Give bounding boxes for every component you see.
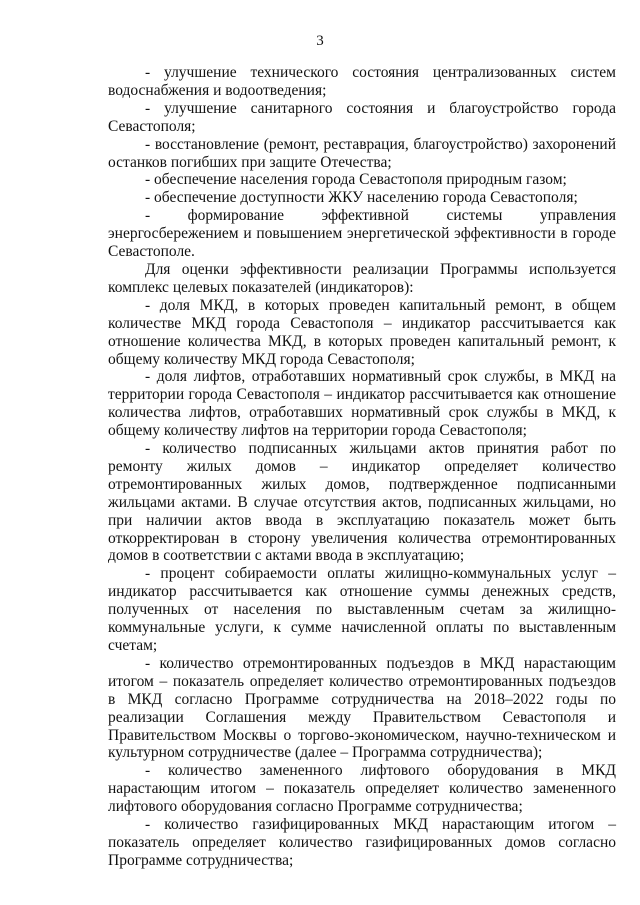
paragraph-indicator-gasified-buildings: - количество газифицированных МКД нарастающим итогом – показатель определяет количество газифицированных домов согласно Программе сотрудничества; [108,816,616,869]
paragraph-energy-efficiency: - формирование эффективной системы управления энергосбережением и повышением энергетической эффективности в городе Севастополе. [108,207,616,261]
paragraph-gas-supply: - обеспечение населения города Севастополя природным газом; [145,171,567,189]
paragraph-indicator-payment-collection: - процент собираемости оплаты жилищно-коммунальных услуг – индикатор рассчитывается как отношение суммы денежных средств, полученных от населения по выставленным счетам за жилищно-коммунальные услуги, к сумме начисленной оплаты по выставленным счетам; [108,565,616,654]
paragraph-indicator-elevator-equipment: - количество замененного лифтового оборудования в МКД нарастающим итогом – показатель определяет количество замененного лифтового оборудования согласно Программе сотрудничества; [108,762,616,816]
paragraph-sanitary: - улучшение санитарного состояния и благоустройство города Севастополя; [108,99,616,135]
paragraph-indicator-signed-acts: - количество подписанных жильцами актов принятия работ по ремонту жилых домов – индикатор определяет количество отремонтированных жилых домов, подтвержденное подписанными жильцами актами. В случае отсутствия актов, подписанных жильцами, но при наличии актов ввода в эксплуатацию показатель может быть откорректирован в сторону увеличения количества отремонтированных домов в соответствии с актами ввода в эксплуатацию; [108,440,616,565]
page-number: 3 [316,33,324,49]
paragraph-indicator-entrances: - количество отремонтированных подъездов в МКД нарастающим итогом – показатель определяет количество отремонтированных подъездов в МКД согласно Программе сотрудничества на 2018–2022 годы по реализации Соглашения между Правительством Севастополя и Правительством Москвы о торгово-экономическом, научно-техническом и культурном сотрудничестве (далее – Программа сотрудничества); [108,654,616,762]
paragraph-burials: - восстановление (ремонт, реставрация, благоустройство) захоронений останков погибших при защите Отечества; [108,135,616,171]
paragraph-indicator-capital-repair: - доля МКД, в которых проведен капитальный ремонт, в общем количестве МКД города Севастополя – индикатор рассчитывается как отношение количества МКД, в которых проведен капитальный ремонт, к общему количеству МКД города Севастополя; [108,296,616,368]
document-body [108,64,616,870]
paragraph-indicator-elevators: - доля лифтов, отработавших нормативный срок службы, в МКД на территории города Севастополя – индикатор рассчитывается как отношение количества лифтов, отработавших нормативный срок службы в МКД, к общему количеству лифтов на территории города Севастополя; [108,368,616,440]
paragraph-housing-affordability: - обеспечение доступности ЖКУ населению города Севастополя; [145,189,578,207]
paragraph-water-supply: - улучшение технического состояния централизованных систем водоснабжения и водоотведения; [108,64,616,99]
paragraph-indicators-intro: Для оценки эффективности реализации Программы используется комплекс целевых показателей (индикаторов): [108,260,616,296]
